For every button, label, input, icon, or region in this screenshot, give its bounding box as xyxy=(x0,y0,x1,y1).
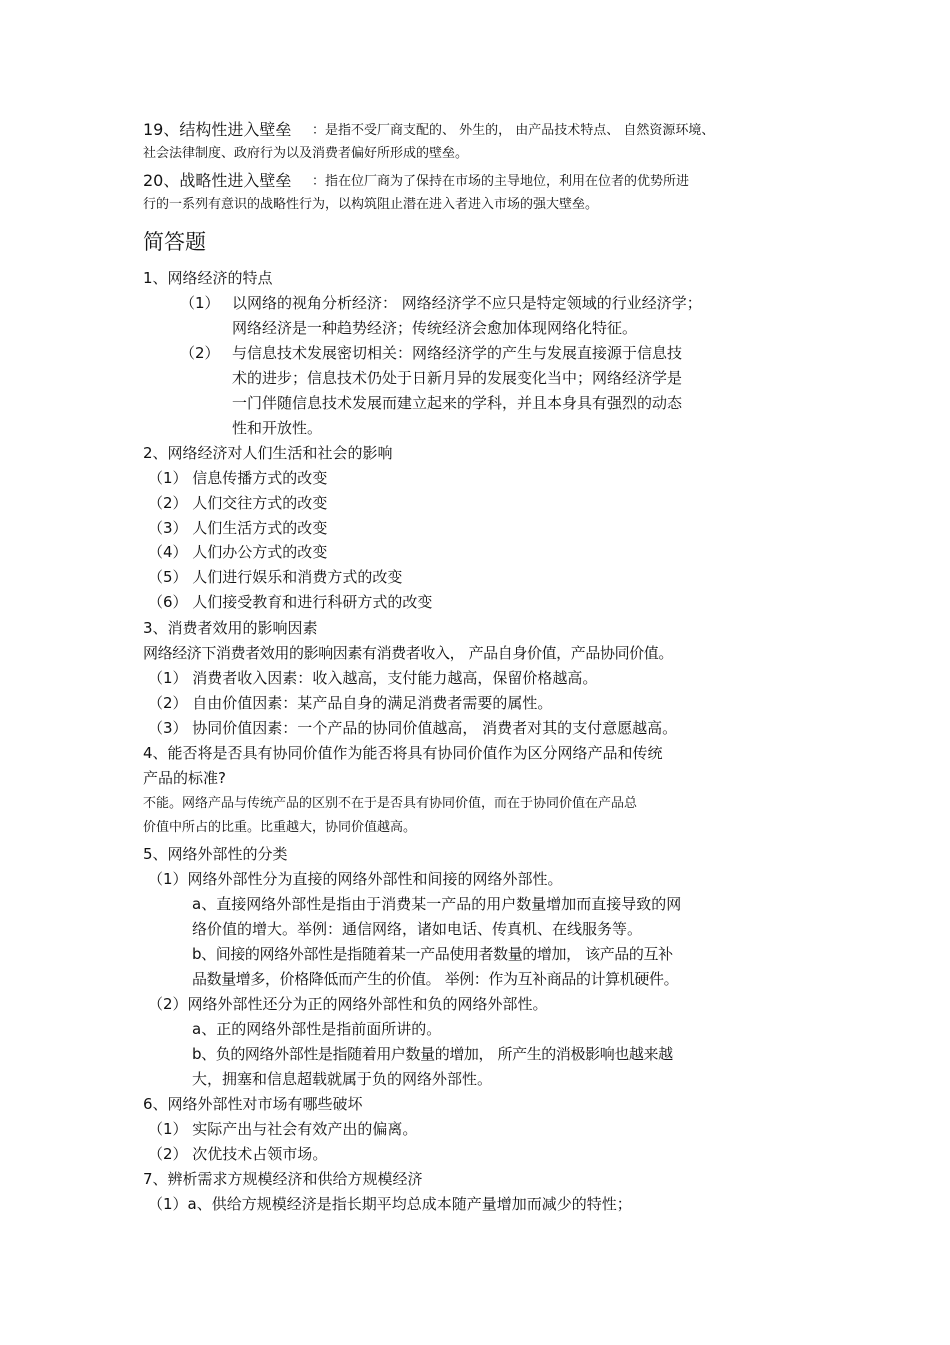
question-7-point-1: （1）a、供给方规模经济是指长期平均总成本随产量增加而减少的特性； xyxy=(148,1195,632,1213)
question-1-item-2-line-3: 一门伴随信息技术发展而建立起来的学科，并且本身具有强烈的动态 xyxy=(232,394,683,412)
list-item: （2） 次优技术占领市场。 xyxy=(148,1145,328,1163)
question-5-positive-line: a、正的网络外部性是指前面所讲的。 xyxy=(192,1020,442,1038)
question-2-title: 2、网络经济对人们生活和社会的影响 xyxy=(143,444,393,462)
definition-19-term: 19、结构性进入壁垒 xyxy=(143,120,292,139)
list-item: （1） 信息传播方式的改变 xyxy=(148,469,328,487)
question-1-title: 1、网络经济的特点 xyxy=(143,269,273,287)
question-5-point-2: （2）网络外部性还分为正的网络外部性和负的网络外部性。 xyxy=(148,995,548,1013)
list-item: （4） 人们办公方式的改变 xyxy=(148,543,328,561)
question-5-indirect-line-1: b、间接的网络外部性是指随着某一产品使用者数量的增加， 该产品的互补 xyxy=(192,945,673,963)
definition-19-line-2: 社会法律制度、政府行为以及消费者偏好所形成的壁垒。 xyxy=(143,146,469,161)
list-item: （2） 自由价值因素：某产品自身的满足消费者需要的属性。 xyxy=(148,694,553,712)
definition-19-line-1: ：是指不受厂商支配的、 外生的， 由产品技术特点、 自然资源环境、 xyxy=(312,123,715,138)
question-7-title: 7、辨析需求方规模经济和供给方规模经济 xyxy=(143,1170,423,1188)
question-6-title: 6、网络外部性对市场有哪些破坏 xyxy=(143,1095,363,1113)
question-4-title-line-2: 产品的标准? xyxy=(143,769,226,787)
question-1-item-1-number: （1） xyxy=(180,294,220,312)
section-title: 简答题 xyxy=(143,230,206,254)
list-item: （5） 人们进行娱乐和消费方式的改变 xyxy=(148,568,403,586)
question-1-item-2-number: （2） xyxy=(180,344,220,362)
question-4-answer-line-2: 价值中所占的比重。比重越大，协同价值越高。 xyxy=(143,820,417,835)
question-1-item-2-line-4: 性和开放性。 xyxy=(232,419,323,437)
definition-20-term: 20、战略性进入壁垒 xyxy=(143,171,292,190)
list-item: （1） 实际产出与社会有效产出的偏离。 xyxy=(148,1120,418,1138)
question-3-title: 3、消费者效用的影响因素 xyxy=(143,619,318,637)
question-4-answer-line-1: 不能。网络产品与传统产品的区别不在于是否具有协同价值，而在于协同价值在产品总 xyxy=(143,796,638,811)
question-1-item-1-line-1: 以网络的视角分析经济： 网络经济学不应只是特定领域的行业经济学； xyxy=(232,294,702,312)
question-5-direct-line-1: a、直接网络外部性是指由于消费某一产品的用户数量增加而直接导致的网 xyxy=(192,895,682,913)
list-item: （3） 协同价值因素：一个产品的协同价值越高， 消费者对其的支付意愿越高。 xyxy=(148,719,678,737)
list-item: （3） 人们生活方式的改变 xyxy=(148,519,328,537)
list-item: （6） 人们接受教育和进行科研方式的改变 xyxy=(148,593,433,611)
question-5-negative-line-1: b、负的网络外部性是指随着用户数量的增加， 所产生的消极影响也越来越 xyxy=(192,1045,673,1063)
question-3-intro: 网络经济下消费者效用的影响因素有消费者收入， 产品自身价值，产品协同价值。 xyxy=(143,644,673,662)
question-1-item-2-line-2: 术的进步；信息技术仍处于日新月异的发展变化当中；网络经济学是 xyxy=(232,369,683,387)
definition-20-line-1: ：指在位厂商为了保持在市场的主导地位，利用在位者的优势所进 xyxy=(312,174,690,189)
question-1-item-2-line-1: 与信息技术发展密切相关：网络经济学的产生与发展直接源于信息技 xyxy=(232,344,683,362)
list-item: （2） 人们交往方式的改变 xyxy=(148,494,328,512)
question-5-point-1: （1）网络外部性分为直接的网络外部性和间接的网络外部性。 xyxy=(148,870,563,888)
list-item: （1） 消费者收入因素：收入越高，支付能力越高，保留价格越高。 xyxy=(148,669,598,687)
question-5-title: 5、网络外部性的分类 xyxy=(143,845,288,863)
question-1-item-1-line-2: 网络经济是一种趋势经济；传统经济会愈加体现网络化特征。 xyxy=(232,319,638,337)
question-5-negative-line-2: 大，拥塞和信息超载就属于负的网络外部性。 xyxy=(192,1070,493,1088)
definition-20-line-2: 行的一系列有意识的战略性行为，以构筑阻止潜在进入者进入市场的强大壁垒。 xyxy=(143,197,599,212)
question-5-indirect-line-2: 品数量增多，价格降低而产生的价值。 举例：作为互补商品的计算机硬件。 xyxy=(192,970,679,988)
question-5-direct-line-2: 络价值的增大。举例：通信网络，诸如电话、传真机、在线服务等。 xyxy=(192,920,643,938)
question-4-title-line-1: 4、能否将是否具有协同价值作为能否将具有协同价值作为区分网络产品和传统 xyxy=(143,744,663,762)
